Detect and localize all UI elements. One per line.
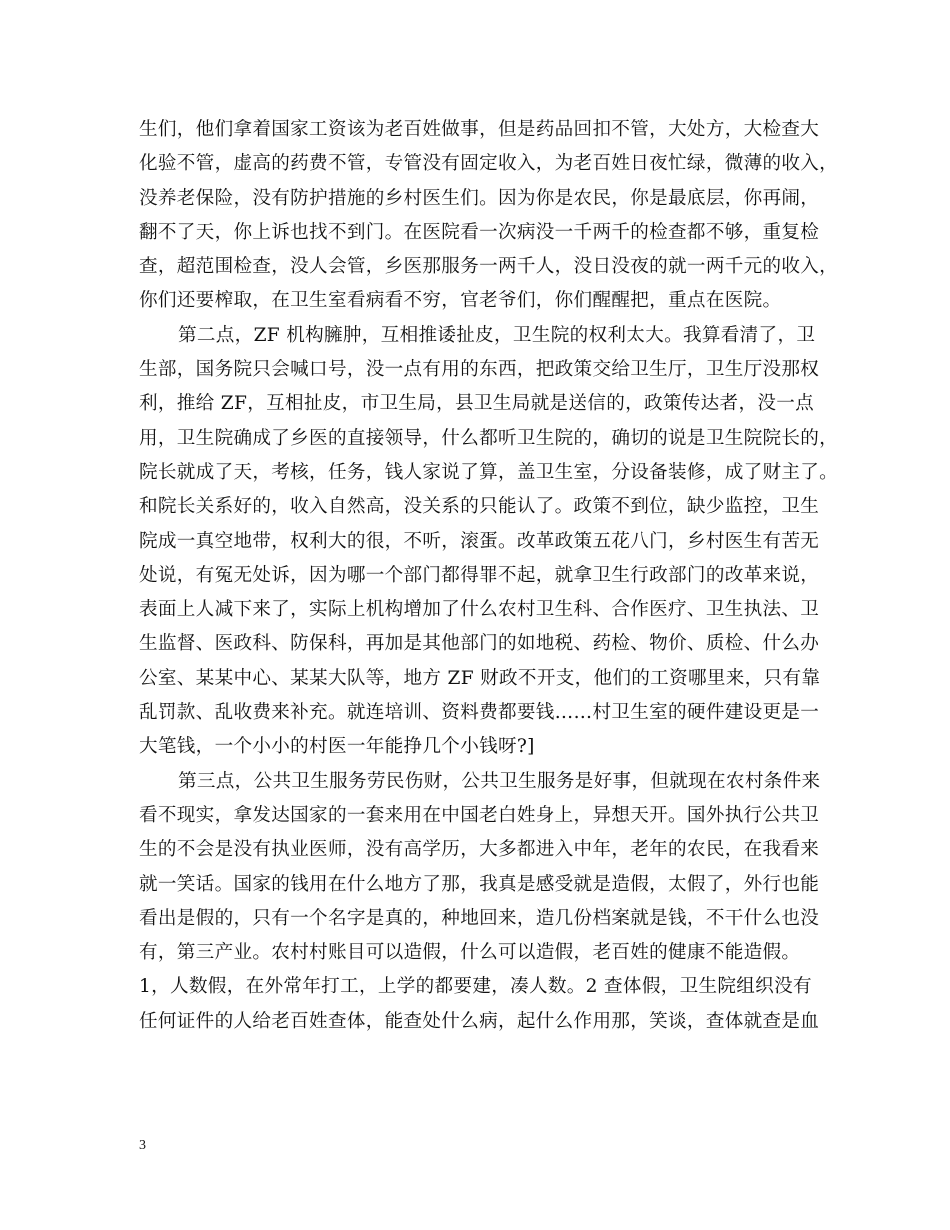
- text-line: 和院长关系好的，收入自然高，没关系的只能认了。政策不到位，缺少监控，卫生: [139, 496, 820, 518]
- text-line: 生们，他们拿着国家工资该为老百姓做事，但是药品回扣不管，大处方，大检查大: [139, 119, 820, 140]
- body-text: [139, 113, 839, 1039]
- text-line: 院长就成了天，考核，任务，钱人家说了算，盖卫生室，分设备装修，成了财主了。: [139, 461, 839, 483]
- text-line: 1，人数假，在外常年打工，上学的都要建，凑人数。2 查体假，卫生院组织没有: [139, 976, 812, 998]
- text-line: 查，超范围检查，没人会管，乡医那服务一两千人，没日没夜的就一两千元的收入，: [139, 256, 839, 278]
- text-line: 处说，有冤无处诉，因为哪一个部门都得罪不起，就拿卫生行政部门的改革来说，: [139, 564, 820, 586]
- paragraph-start-line: 第三点，公共卫生服务劳民伤财，公共卫生服务是好事，但就现在农村条件来: [178, 770, 821, 792]
- text-line: 翻不了天，你上诉也找不到门。在医院看一次病没一千两千的检查都不够，重复检: [139, 221, 820, 243]
- paragraph-start-line: 第二点，ZF 机构臃肿，互相推诿扯皮，卫生院的权利太大。我算看清了，卫: [178, 324, 816, 346]
- text-line: 看不现实，拿发达国家的一套来用在中国老白姓身上，异想天开。国外执行公共卫: [139, 804, 820, 826]
- text-line: 利，推给 ZF，互相扯皮，市卫生局，县卫生局就是送信的，政策传达者，没一点: [139, 393, 815, 415]
- text-line: 表面上人减下来了，实际上机构增加了什么农村卫生科、合作医疗、卫生执法、卫: [139, 599, 820, 621]
- text-line: 有，第三产业。农村村账目可以造假，什么可以造假，老百姓的健康不能造假。: [139, 942, 801, 964]
- text-line: 生部，国务院只会喊口号，没一点有用的东西，把政策交给卫生厅，卫生厅没那权: [139, 359, 820, 381]
- text-line: 用，卫生院确成了乡医的直接领导，什么都听卫生院的，确切的说是卫生院院长的，: [139, 427, 839, 449]
- text-line: 大笔钱，一个小小的村医一年能挣几个小钱呀?]: [139, 736, 535, 758]
- text-line: 就一笑话。国家的钱用在什么地方了那，我真是感受就是造假，太假了，外行也能: [139, 873, 820, 895]
- text-line: 没养老保险，没有防护措施的乡村医生们。因为你是农民，你是最底层，你再闹，: [139, 187, 820, 209]
- text-line: 你们还要榨取，在卫生室看病看不穷，官老爷们，你们醒醒把，重点在医院。: [139, 290, 782, 312]
- page-number: 3: [139, 1138, 146, 1153]
- text-line: 生监督、医政科、防保科，再加是其他部门的如地税、药检、物价、质检、什么办: [139, 633, 820, 655]
- text-line: 生的不会是没有执业医师，没有高学历，大多都进入中年，老年的农民，在我看来: [139, 839, 820, 861]
- text-line: 公室、某某中心、某某大队等，地方 ZF 财政不开支，他们的工资哪里来，只有靠: [139, 667, 821, 689]
- text-line: 乱罚款、乱收费来补充。就连培训、资料费都要钱……村卫生室的硬件建设更是一: [139, 702, 820, 724]
- text-line: 院成一真空地带，权利大的很，不听，滚蛋。改革政策五花八门，乡村医生有苦无: [139, 530, 820, 552]
- text-line: 化验不管，虚高的药费不管，专管没有固定收入，为老百姓日夜忙绿，微薄的收入，: [139, 153, 839, 175]
- text-line: 任何证件的人给老百姓查体，能查处什么病，起什么作用那，笑谈，查体就查是血: [139, 1010, 820, 1032]
- text-line: 看出是假的，只有一个名字是真的，种地回来，造几份档案就是钱，不干什么也没: [139, 907, 820, 929]
